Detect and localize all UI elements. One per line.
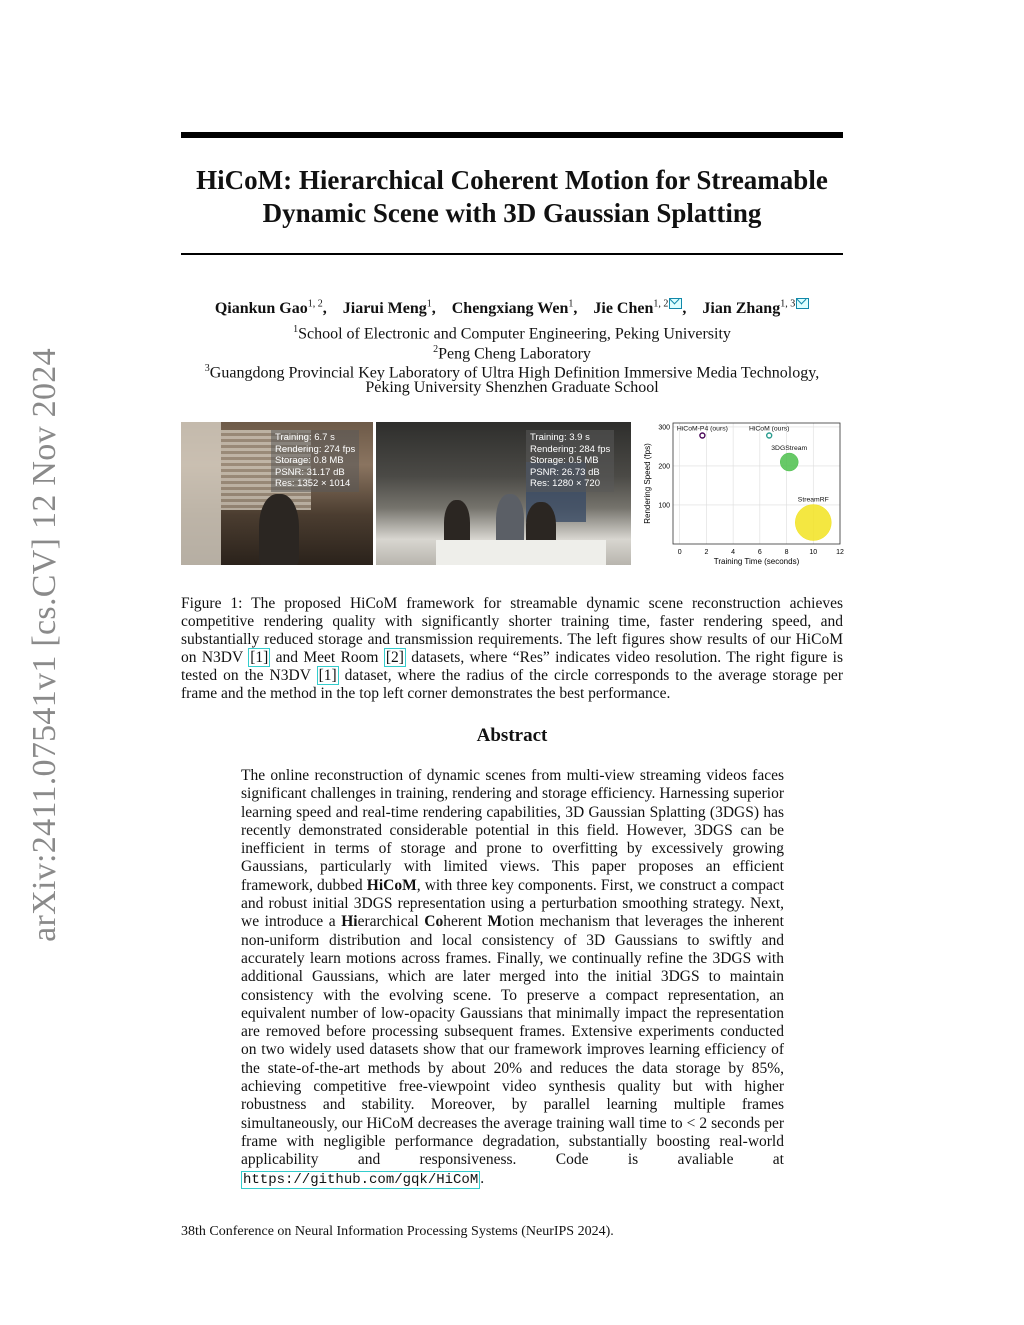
x-tick-label: 2 xyxy=(704,549,709,556)
title-line-1: HiCoM: Hierarchical Coherent Motion for Streamable xyxy=(196,165,828,195)
performance-scatter-chart xyxy=(640,416,845,571)
point-label: StreamRF xyxy=(797,496,829,504)
y-tick-label: 200 xyxy=(658,463,670,471)
citation-link[interactable]: [2] xyxy=(385,649,404,666)
author: Qiankun Gao$^{1, 2}$, xyxy=(214,298,327,317)
paper-title xyxy=(181,164,843,230)
arxiv-side-stamp xyxy=(26,350,64,940)
author: Jie Chen$^{1, 2}$ , xyxy=(593,298,687,317)
data-point xyxy=(795,505,831,541)
conference-footnote: 38th Conference on Neural Information Processing Systems (NeurIPS 2024). xyxy=(181,1224,614,1239)
author-list xyxy=(181,298,843,318)
y-tick-label: 100 xyxy=(658,502,670,510)
author: Chengxiang Wen$^1$, xyxy=(451,298,578,317)
point-label: HiCoM-P4 (ours) xyxy=(676,425,728,433)
x-tick-label: 10 xyxy=(809,549,818,556)
affiliation-1: $^1$School of Electronic and Computer Engineering, Peking University xyxy=(293,324,731,343)
data-point xyxy=(700,433,705,438)
x-tick-label: 8 xyxy=(784,549,789,556)
x-tick-label: 6 xyxy=(757,549,762,556)
title-line-2: Dynamic Scene with 3D Gaussian Splatting xyxy=(262,198,762,228)
title-top-rule xyxy=(181,132,843,138)
affiliation-2: $^2$Peng Cheng Laboratory xyxy=(433,344,591,363)
citation-link[interactable]: [1] xyxy=(250,649,269,666)
x-tick-label: 12 xyxy=(836,549,844,556)
figure-caption: Figure 1: The proposed HiCoM framework for streamable dynamic scene reconstruction achieves competitive rendering quality with significantly shorter training time, faster rendering speed, and substantially reduced storage and transmission requirements. The left figures show results of our HiCoM on N3DV [1] and Meet Room [2] datasets, where “Res” indicates video resolution. The right figure is tested on the N3DV [1] dataset, where the radius of the circle corresponds to the average storage per frame and the method in the top left corner demonstrates the best performance. xyxy=(181,595,843,702)
n3dv-result-image xyxy=(181,422,373,565)
point-label: 3DGStream xyxy=(771,445,808,453)
x-axis-label: Training Time (seconds) xyxy=(713,557,800,566)
person-figure xyxy=(259,494,299,565)
x-tick-label: 4 xyxy=(731,549,736,556)
title-bottom-rule xyxy=(181,253,843,255)
citation-link[interactable]: [1] xyxy=(318,667,337,684)
abstract-heading: Abstract xyxy=(476,725,548,746)
arxiv-id: arXiv:2411.07541v1 [cs.CV] 12 Nov 2024 xyxy=(26,348,63,942)
abstract-body: The online reconstruction of dynamic scenes from multi-view streaming videos faces significant challenges in training, rendering and storage efficiency. Harnessing superior learning speed and real-time rendering capabilities, 3D Gaussian Splatting (3DGS) has recently demonstrated considerable potential in this field. However, 3DGS can be inefficient in terms of storage and prone to overfitting by excessively growing Gaussians, particularly with limited views. This paper proposes an efficient framework, dubbed HiCoM, with three key components. First, we construct a compact and robust initial 3DGS representation using a perturbation smoothing strategy. Next, we introduce a Hierarchical Coherent Motion mechanism that leverages the inherent non-uniform distribution and local consistency of 3D Gaussians to swiftly and accurately learn motions across frames. Finally, we continually refine the 3DGS with additional Gaussians, which are later merged into the initial 3DGS to maintain consistency with the evolving scene. To preserve a compact representation, an equivalent number of low-opacity Gaussians that minimally impact the representation are removed before processing subsequent frames. Extensive experiments conducted on two widely used datasets show that our framework improves learning efficiency of the state-of-the-art methods by about 20% and reduces the data storage by 85%, achieving competitive free-viewpoint video synthesis quality but with higher robustness and stability. Moreover, by parallel learning multiple frames simultaneously, our HiCoM decreases the average training wall time to < 2 seconds per frame with negligible performance degradation, substantially boosting real-world applicability and responsiveness. Code is avaliable at https://github.com/gqk/HiCoM . xyxy=(241,767,785,1188)
meet-room-result-image xyxy=(376,422,631,565)
code-url-link[interactable]: https://github.com/gqk/HiCoM xyxy=(243,1171,479,1188)
affiliation-3-cont: Peking University Shenzhen Graduate School xyxy=(365,379,659,396)
x-tick-label: 0 xyxy=(677,549,682,556)
y-axis-label: Rendering Speed (fps) xyxy=(643,443,652,524)
y-tick-label: 300 xyxy=(658,424,670,432)
affiliation-3: $^3$Guangdong Provincial Key Laboratory of Ultra High Definition Immersive Media Technology, xyxy=(204,363,820,382)
n3dv-stats-overlay: Training: 6.7 s Rendering: 274 fps Storage: 0.8 MB PSNR: 31.17 dB Res: 1352 × 1014 xyxy=(271,430,359,492)
author: Jian Zhang$^{1, 3}$ xyxy=(702,300,809,317)
point-label: HiCoM (ours) xyxy=(748,425,790,433)
email-icon[interactable] xyxy=(796,298,809,309)
author: Jiarui Meng$^1$, xyxy=(342,298,436,317)
data-point xyxy=(780,453,798,471)
meet-room-stats-overlay: Training: 3.9 s Rendering: 284 fps Storage: 0.5 MB PSNR: 26.73 dB Res: 1280 × 720 xyxy=(526,430,614,492)
data-point xyxy=(767,433,772,438)
email-icon[interactable] xyxy=(669,298,682,309)
